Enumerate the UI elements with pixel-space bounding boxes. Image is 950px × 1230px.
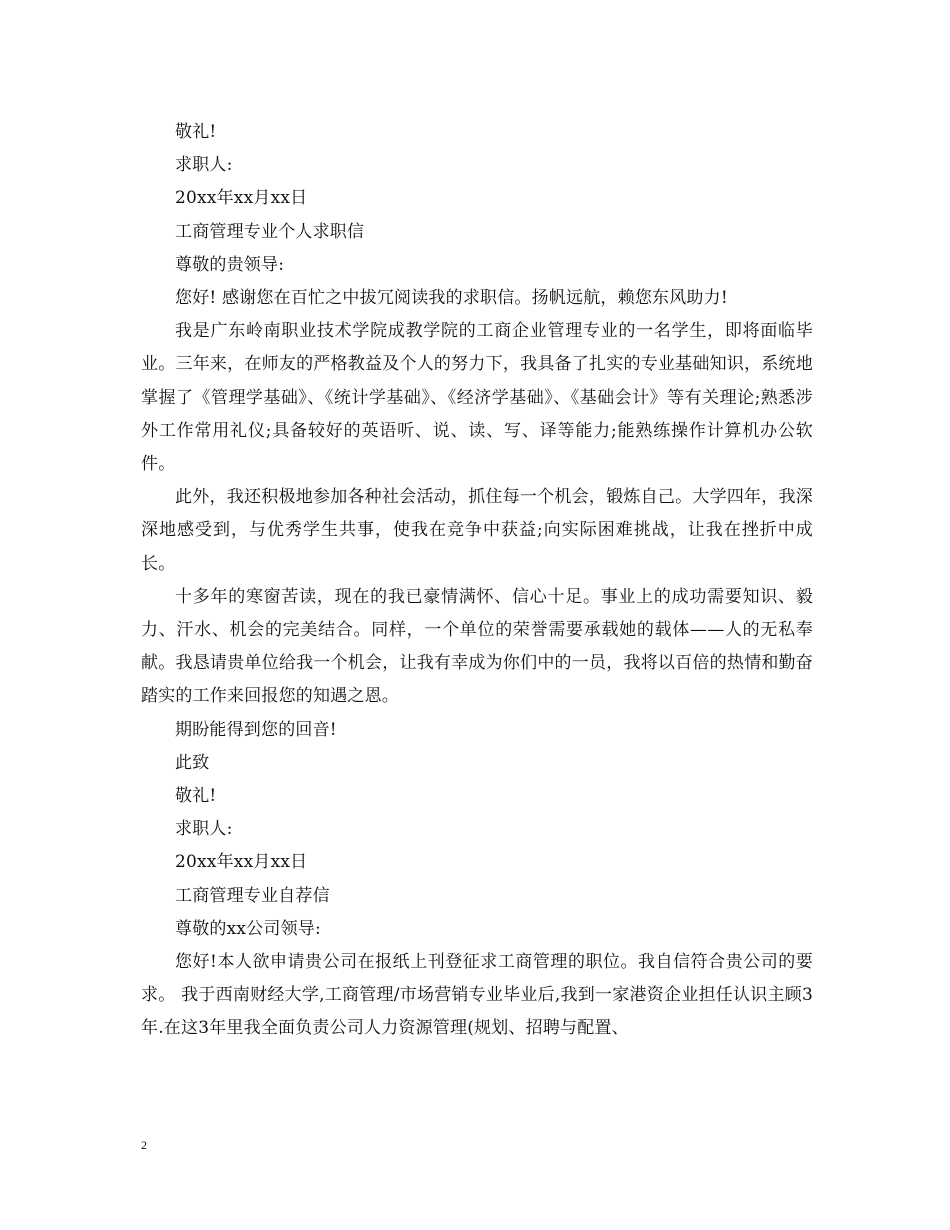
section-title: 工商管理专业自荐信: [175, 885, 330, 906]
regards-line: 此致: [175, 752, 210, 773]
date-line: 20xx年xx月xx日: [175, 852, 308, 873]
closing-salute: 敬礼!: [175, 122, 217, 142]
applicant-label: 求职人:: [175, 819, 233, 840]
page-number: 2: [141, 1138, 147, 1152]
applicant-label: 求职人:: [175, 155, 233, 176]
application-paragraph: 您好!本人欲申请贵公司在报纸上刊登征求工商管理的职位。我自信符合贵公司的要求。 我于西南财经大学,工商管理/市场营销专业毕业后,我到一家港资企业担任认识主顾3年.在这3年里我全面负责公司人力资源管理(规划、招聘与配置、: [141, 952, 813, 1039]
hope-line: 期盼能得到您的回音!: [175, 719, 337, 740]
education-paragraph: 我是广东岭南职业技术学院成教学院的工商企业管理专业的一名学生，即将面临毕业。三年来，在师友的严格教益及个人的努力下，我具备了扎实的专业基础知识，系统地掌握了《管理学基础》、《统计学基础》、《经济学基础》、《基础会计》等有关理论;熟悉涉外工作常用礼仪;具备较好的英语听、说、读、写、译等能力;能熟练操作计算机办公软件。: [141, 321, 813, 475]
closing-salute: 敬礼!: [175, 786, 217, 807]
document-body: [141, 116, 813, 1046]
greeting-paragraph: 您好! 感谢您在百忙之中拔冗阅读我的求职信。扬帆远航，赖您东风助力!: [175, 288, 728, 309]
section-title: 工商管理专业个人求职信: [175, 221, 365, 242]
date-line: 20xx年xx月xx日: [175, 188, 308, 209]
activities-paragraph: 此外，我还积极地参加各种社会活动，抓住每一个机会，锻炼自己。大学四年，我深深地感受到，与优秀学生共事，使我在竞争中获益;向实际困难挑战，让我在挫折中成长。: [141, 487, 813, 574]
aspiration-paragraph: 十多年的寒窗苦读，现在的我已豪情满怀、信心十足。事业上的成功需要知识、毅力、汗水、机会的完美结合。同样，一个单位的荣誉需要承载她的载体——人的无私奉献。我恳请贵单位给我一个机会，让我有幸成为你们中的一员，我将以百倍的热情和勤奋踏实的工作来回报您的知遇之恩。: [141, 586, 813, 707]
salutation: 尊敬的xx公司领导:: [175, 918, 321, 939]
salutation: 尊敬的贵领导:: [175, 254, 285, 275]
